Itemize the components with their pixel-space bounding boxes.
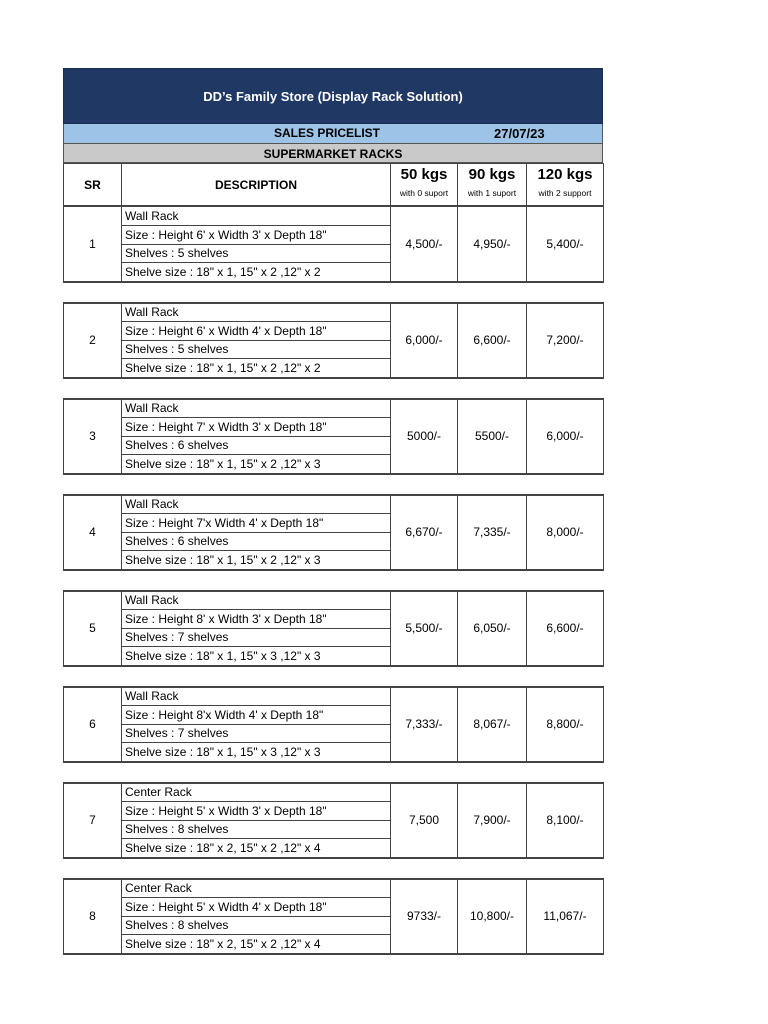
item-block: [63, 686, 604, 763]
item-description-line: Size : Height 8'x Width 4' x Depth 18": [122, 705, 391, 724]
capacity-weight: 120 kgs: [537, 166, 593, 183]
item-description-line: Size : Height 5' x Width 4' x Depth 18": [122, 897, 391, 916]
item-row: [64, 207, 604, 226]
item-price: 6,600/-: [458, 303, 527, 378]
item-block: [63, 302, 604, 379]
capacity-header-90: [458, 164, 527, 206]
item-row: [64, 783, 604, 802]
item-price: 8,000/-: [527, 495, 604, 570]
item-description-line: Shelves : 6 shelves: [122, 436, 391, 455]
item-block: [63, 206, 604, 283]
capacity-header-120: [527, 164, 604, 206]
item-description-line: Wall Rack: [122, 495, 391, 514]
item-description-line: Size : Height 8' x Width 3' x Depth 18": [122, 609, 391, 628]
item-description-line: Wall Rack: [122, 207, 391, 226]
pricelist-label: SALES PRICELIST: [273, 126, 380, 140]
item-sr: 7: [64, 783, 122, 858]
item-description-line: Shelves : 7 shelves: [122, 724, 391, 743]
item-description-line: Center Rack: [122, 783, 391, 802]
item-description-line: Shelve size : 18" x 1, 15" x 2 ,12" x 3: [122, 455, 391, 474]
item-row: [64, 495, 604, 514]
capacity-note: with 0 suport: [399, 188, 449, 198]
item-price: 10,800/-: [458, 879, 527, 954]
item-price: 6,000/-: [391, 303, 458, 378]
item-description-line: Shelves : 7 shelves: [122, 628, 391, 647]
item-price: 4,500/-: [391, 207, 458, 282]
item-price: 7,900/-: [458, 783, 527, 858]
item-description-line: Size : Height 6' x Width 3' x Depth 18": [122, 225, 391, 244]
item-block: [63, 494, 604, 571]
item-description-line: Wall Rack: [122, 591, 391, 610]
item-price: 5500/-: [458, 399, 527, 474]
item-price: 5000/-: [391, 399, 458, 474]
item-row: [64, 399, 604, 418]
item-price: 7,500: [391, 783, 458, 858]
capacity-weight: 50 kgs: [400, 166, 448, 183]
capacity-note: with 1 suport: [467, 188, 517, 198]
item-price: 4,950/-: [458, 207, 527, 282]
pricelist-sheet: [63, 68, 603, 955]
item-description-line: Shelves : 5 shelves: [122, 244, 391, 263]
pricelist-subheader: [63, 124, 603, 143]
item-block: [63, 782, 604, 859]
header-table: [63, 163, 604, 206]
capacity-note: with 2 support: [538, 188, 592, 198]
item-price: 8,800/-: [527, 687, 604, 762]
item-row: [64, 879, 604, 898]
item-sr: 8: [64, 879, 122, 954]
item-price: 6,670/-: [391, 495, 458, 570]
item-block: [63, 398, 604, 475]
items-list: [63, 206, 603, 955]
store-title: DD’s Family Store (Display Rack Solution): [63, 68, 603, 124]
item-price: 8,100/-: [527, 783, 604, 858]
item-row: [64, 591, 604, 610]
item-price: 5,500/-: [391, 591, 458, 666]
item-description-line: Shelve size : 18" x 1, 15" x 3 ,12" x 3: [122, 647, 391, 666]
capacity-header-50: [391, 164, 458, 206]
item-row: [64, 687, 604, 706]
item-price: 9733/-: [391, 879, 458, 954]
item-price: 7,335/-: [458, 495, 527, 570]
item-block: [63, 878, 604, 955]
item-description-line: Shelves : 8 shelves: [122, 916, 391, 935]
item-price: 6,600/-: [527, 591, 604, 666]
item-sr: 4: [64, 495, 122, 570]
item-price: 7,200/-: [527, 303, 604, 378]
item-description-line: Wall Rack: [122, 687, 391, 706]
item-description-line: Shelves : 5 shelves: [122, 340, 391, 359]
item-sr: 6: [64, 687, 122, 762]
item-description-line: Shelve size : 18" x 2, 15" x 2 ,12" x 4: [122, 839, 391, 858]
item-description-line: Wall Rack: [122, 399, 391, 418]
item-description-line: Shelve size : 18" x 1, 15" x 2 ,12" x 2: [122, 359, 391, 378]
item-sr: 2: [64, 303, 122, 378]
item-description-line: Shelve size : 18" x 1, 15" x 2 ,12" x 2: [122, 263, 391, 282]
item-price: 6,000/-: [527, 399, 604, 474]
item-description-line: Shelves : 8 shelves: [122, 820, 391, 839]
item-description-line: Wall Rack: [122, 303, 391, 322]
item-sr: 3: [64, 399, 122, 474]
item-description-line: Shelve size : 18" x 2, 15" x 2 ,12" x 4: [122, 935, 391, 954]
capacity-weight: 90 kgs: [468, 166, 516, 183]
item-block: [63, 590, 604, 667]
item-description-line: Center Rack: [122, 879, 391, 898]
section-title: SUPERMARKET RACKS: [63, 143, 603, 163]
item-description-line: Size : Height 7'x Width 4' x Depth 18": [122, 513, 391, 532]
item-price: 5,400/-: [527, 207, 604, 282]
item-sr: 5: [64, 591, 122, 666]
item-sr: 1: [64, 207, 122, 282]
item-description-line: Size : Height 6' x Width 4' x Depth 18": [122, 321, 391, 340]
item-description-line: Size : Height 5' x Width 3' x Depth 18": [122, 801, 391, 820]
item-row: [64, 303, 604, 322]
item-price: 6,050/-: [458, 591, 527, 666]
item-description-line: Shelves : 6 shelves: [122, 532, 391, 551]
pricelist-date: 27/07/23: [494, 126, 545, 141]
header-row: [64, 164, 604, 206]
description-header: DESCRIPTION: [122, 164, 391, 206]
sr-header: SR: [64, 164, 122, 206]
item-price: 7,333/-: [391, 687, 458, 762]
item-price: 8,067/-: [458, 687, 527, 762]
item-description-line: Shelve size : 18" x 1, 15" x 2 ,12" x 3: [122, 551, 391, 570]
item-description-line: Size : Height 7' x Width 3' x Depth 18": [122, 417, 391, 436]
item-description-line: Shelve size : 18" x 1, 15" x 3 ,12" x 3: [122, 743, 391, 762]
item-price: 11,067/-: [527, 879, 604, 954]
